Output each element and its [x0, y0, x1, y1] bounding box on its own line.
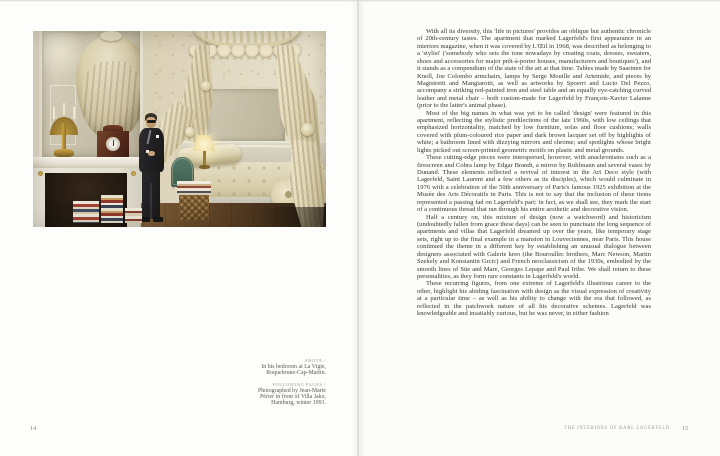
caption-label: FOLLOWING PAGES /: [272, 381, 326, 387]
page-number-right: 15: [682, 425, 689, 432]
caption-line: Photographed by Jean-Marie: [257, 387, 326, 394]
caption-label: ABOVE /: [304, 358, 326, 363]
caption-line: Périer in front of Villa Jako,: [260, 393, 326, 400]
running-footer: THE INTERIORS OF KARL LAGERFELD: [564, 426, 670, 431]
body-paragraph: With all its diversity, this 'life in pictures' provides an oblique but authentic chronicle of 20th-century tastes. The apartment that marked Lagerfeld's first appearance in an interiors magazine, when it was covered by L'Œil in 1968, was described as belonging to a 'stylist' ('somebody who sets the tone nowadays by creating coats, dresses, sweaters, shoes and accessories for major prêt-à-porter houses, manufacturers and boutiques'), and it stands as a compendium of the state of the art at that time. Tables made by Saarinen for Knoll, Joe Colombo armchairs, lamps by Serge Mouille and Artemide, and pieces by Magistretti and Mangiarotti, as well as artworks by Spoerri and Lucio Del Pezzo, accompany a striking red-painted iron and steel table and an equally eye-catching curved leather and metal chair – both custom-made for Lagerfeld by François-Xavier Lalanne (prior to the latter's animal phase).: [417, 28, 651, 110]
page-gutter: [351, 0, 365, 456]
body-paragraph: These cutting-edge pieces were interspersed, however, with anachronisms such as a firescreen and Cobra lamp by Edgar Brandt, a mirror by Ruhlmann and several vases by Dunand. These elements reflected a revival of interest in the Art Deco style (with Lagerfeld, Saint Laurent and a few others as its disciples), which would culminate in 1976 with a celebration of the 50th anniversary of Paris's famous 1925 exhibition at the Musée des Arts Décoratifs in Paris. This is not to say that the inclusion of these items represented a passing fad on Lagerfeld's part: in fact, as we shall see, they mark the start of a continuous thread that ran through his entire aesthetic and decorative vision.: [417, 154, 651, 214]
left-page: [0, 0, 358, 456]
photo-vignette: [33, 31, 326, 227]
caption-line: Roquebrune-Cap-Martin.: [266, 370, 326, 377]
body-paragraph: Most of the big names in what was yet to be called 'design' were featured in this apartment, reflecting the stylistic predilections of the late 1960s, with low ceilings that emphasized horizontality, matched by low furniture, sofas and floor cushions; walls covered with plum-coloured rice paper and dark brown lacquer set off by highlights of white; a bathroom lined with dizzying mirrors and chrome; and spotlights whose bright lights picked out screen-printed geometric motifs on plastic and metal grounds.: [417, 109, 651, 154]
right-page: [358, 0, 720, 456]
photo-caption: [216, 358, 326, 406]
caption-line: In his bedroom at La Vigie,: [261, 364, 326, 370]
caption-line: Hamburg, winter 1991.: [271, 400, 326, 407]
bedroom-photo: [33, 31, 326, 227]
body-paragraph: These recurring figures, from one extreme of Lagerfeld's illustrious career to the other, highlight his abiding fascination with design as the visual expression of creativity at a particular time – as well as his ability to change with the era that followed, as reflected in the patchwork nature of all his decorative schemes. Lagerfeld was knowledgeable and insatiably curious, but he was never, in either fashion: [417, 280, 651, 318]
body-text-column: [417, 28, 651, 317]
page-top-edge: [0, 0, 720, 2]
page-number-left: 14: [30, 425, 37, 432]
body-paragraph: Half a century on, this mixture of design (now a watchword) and historicism (undoubtedly fallen from grace these days) can be seen to punctuate the long sequence of apartments and villas that Lagerfeld dreamed up over the years, like temporary stage sets, right up to the final example in a mansion in Louveciennes, near Paris. This house continued the theme in a different key by establishing an unusual dialogue between designers associated with Galerie kreo (the Bouroullec brothers, Marc Newson, Martin Szekely and Konstantin Grcic) and French neoclassicism of the 1930s, embodied by the smooth lines of Süe and Mare, Georges Lepape and Paul Iribe. We shall return to these personalities, as they form rare constants in Lagerfeld's world.: [417, 213, 651, 280]
